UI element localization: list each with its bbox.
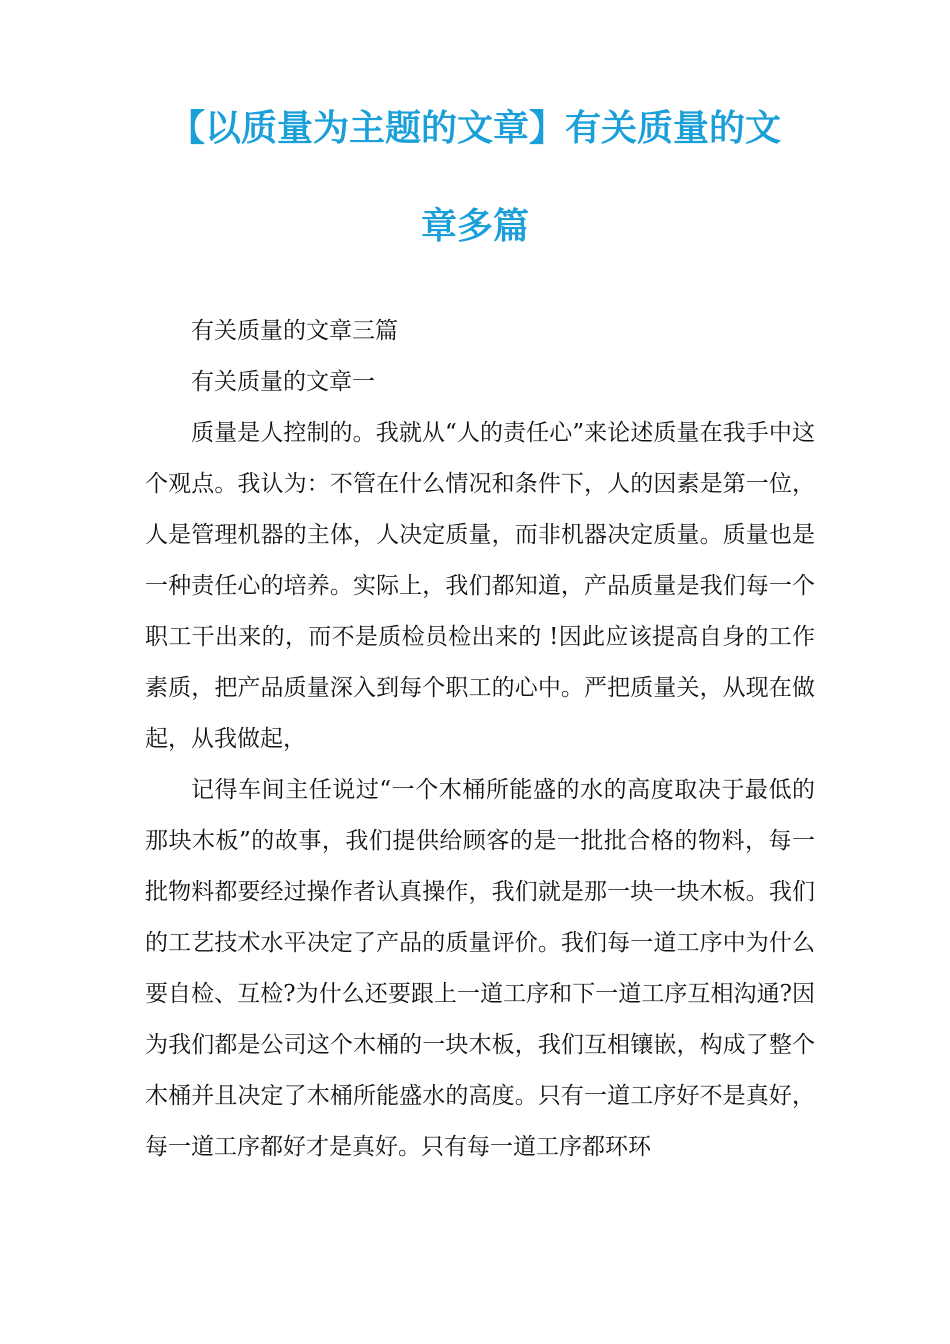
paragraph-body-2: 记得车间主任说过“一个木桶所能盛的水的高度取决于最低的那块木板”的故事，我们提供给顾客的是一批批合格的物料，每一批物料都要经过操作者认真操作，我们就是那一块一块木板。我们的工艺技术水平决定了产品的质量评价。我们每一道工序中为什么要自检、互检?为什么还要跟上一道工序和下一道工序互相沟通?因为我们都是公司这个木桶的一块木板，我们互相镶嵌，构成了整个木桶并且决定了木桶所能盛水的高度。只有一道工序好不是真好，每一道工序都好才是真好。只有每一道工序都环环: [145, 777, 815, 1160]
paragraph-heading-main: 有关质量的文章三篇: [191, 318, 398, 344]
document-title-line-1: 【以质量为主题的文章】有关质量的文: [168, 108, 781, 149]
document-body: [145, 306, 815, 1173]
paragraph-body-1: 质量是人控制的。我就从“人的责任心”来论述质量在我手中这个观点。我认为：不管在什么情况和条件下，人的因素是第一位，人是管理机器的主体，人决定质量，而非机器决定质量。质量也是一种责任心的培养。实际上，我们都知道，产品质量是我们每一个职工干出来的，而不是质检员检出来的 !因此应该提高自身的工作素质，把产品质量深入到每个职工的心中。严把质量关，从现在做起，从我做起，: [145, 420, 815, 752]
document-title-line-2: 章多篇: [420, 206, 529, 247]
paragraph-heading-article-1: 有关质量的文章一: [191, 369, 375, 395]
